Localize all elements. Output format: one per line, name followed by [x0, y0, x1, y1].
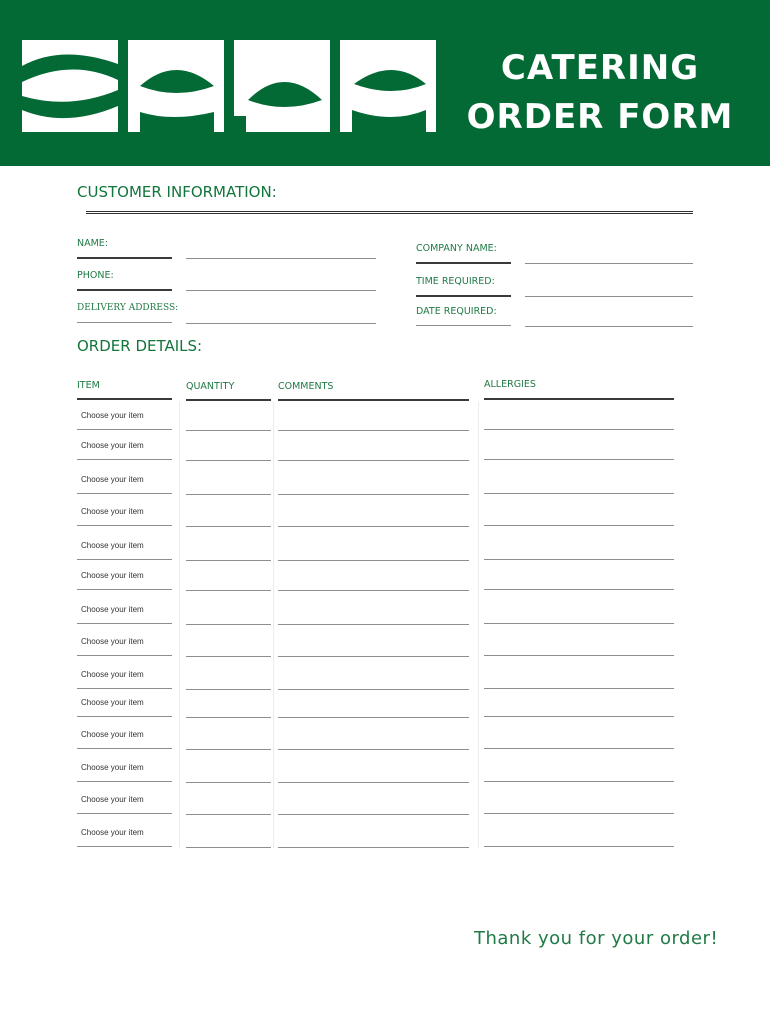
item-select[interactable]: Choose your item	[81, 730, 144, 739]
item-select[interactable]: Choose your item	[81, 795, 144, 804]
item-select[interactable]: Choose your item	[81, 828, 144, 837]
comments-field[interactable]	[278, 560, 469, 561]
item-underline	[77, 813, 172, 814]
column-allergies: ALLERGIES	[484, 379, 536, 390]
column-item: ITEM	[77, 380, 100, 391]
item-select[interactable]: Choose your item	[81, 507, 144, 516]
quantity-field[interactable]	[186, 814, 271, 815]
allergies-field[interactable]	[484, 781, 674, 782]
item-underline	[77, 559, 172, 560]
allergies-field[interactable]	[484, 623, 674, 624]
address-label-underline	[77, 322, 172, 323]
item-underline	[77, 429, 172, 430]
item-underline	[77, 655, 172, 656]
comments-field[interactable]	[278, 749, 469, 750]
form-title	[440, 44, 760, 142]
delivery-address-field[interactable]	[186, 323, 376, 324]
quantity-field[interactable]	[186, 430, 271, 431]
time-required-label: TIME REQUIRED:	[416, 276, 495, 287]
item-underline	[77, 781, 172, 782]
comments-field[interactable]	[278, 460, 469, 461]
quantity-field[interactable]	[186, 782, 271, 783]
comments-field[interactable]	[278, 717, 469, 718]
delivery-address-label: DELIVERY ADDRESS:	[77, 303, 179, 313]
quantity-field[interactable]	[186, 689, 271, 690]
allergies-field[interactable]	[484, 429, 674, 430]
quantity-field[interactable]	[186, 847, 271, 848]
comments-field[interactable]	[278, 847, 469, 848]
date-label-underline	[416, 325, 511, 326]
item-underline	[77, 748, 172, 749]
customer-heading-rule	[86, 211, 693, 214]
item-underline	[77, 688, 172, 689]
date-required-label: DATE REQUIRED:	[416, 306, 497, 317]
item-select[interactable]: Choose your item	[81, 541, 144, 550]
comments-field[interactable]	[278, 624, 469, 625]
quantity-field[interactable]	[186, 656, 271, 657]
column-separator	[273, 402, 274, 848]
item-select[interactable]: Choose your item	[81, 571, 144, 580]
item-underline	[77, 493, 172, 494]
item-select[interactable]: Choose your item	[81, 698, 144, 707]
time-required-field[interactable]	[525, 296, 693, 297]
allergies-field[interactable]	[484, 846, 674, 847]
title-line-1: CATERING	[500, 48, 700, 88]
comments-field[interactable]	[278, 494, 469, 495]
item-select[interactable]: Choose your item	[81, 637, 144, 646]
quantity-field[interactable]	[186, 749, 271, 750]
comments-header-rule	[278, 399, 469, 401]
company-name-field[interactable]	[525, 263, 693, 264]
company-name-label: COMPANY NAME:	[416, 243, 497, 254]
allergies-field[interactable]	[484, 748, 674, 749]
item-select[interactable]: Choose your item	[81, 670, 144, 679]
allergies-field[interactable]	[484, 655, 674, 656]
allergies-field[interactable]	[484, 493, 674, 494]
title-line-2: ORDER FORM	[466, 97, 734, 137]
item-select[interactable]: Choose your item	[81, 411, 144, 420]
allergies-field[interactable]	[484, 688, 674, 689]
allergies-field[interactable]	[484, 459, 674, 460]
item-underline	[77, 525, 172, 526]
company-label-underline	[416, 262, 511, 264]
allergies-field[interactable]	[484, 589, 674, 590]
customer-info-heading: CUSTOMER INFORMATION:	[77, 183, 277, 201]
comments-field[interactable]	[278, 782, 469, 783]
allergies-field[interactable]	[484, 525, 674, 526]
quantity-header-rule	[186, 399, 271, 401]
date-required-field[interactable]	[525, 326, 693, 327]
item-select[interactable]: Choose your item	[81, 763, 144, 772]
comments-field[interactable]	[278, 814, 469, 815]
phone-label-underline	[77, 289, 172, 291]
name-field[interactable]	[186, 258, 376, 259]
quantity-field[interactable]	[186, 526, 271, 527]
column-separator	[478, 402, 479, 848]
item-underline	[77, 716, 172, 717]
order-details-heading: ORDER DETAILS:	[77, 337, 203, 355]
brand-logo	[22, 40, 436, 132]
quantity-field[interactable]	[186, 460, 271, 461]
header-banner	[0, 0, 770, 166]
item-select[interactable]: Choose your item	[81, 605, 144, 614]
phone-field[interactable]	[186, 290, 376, 291]
allergies-field[interactable]	[484, 813, 674, 814]
item-underline	[77, 623, 172, 624]
item-select[interactable]: Choose your item	[81, 441, 144, 450]
item-header-rule	[77, 398, 172, 400]
name-label: NAME:	[77, 238, 109, 249]
allergies-header-rule	[484, 398, 674, 400]
time-label-underline	[416, 295, 511, 297]
item-underline	[77, 846, 172, 847]
comments-field[interactable]	[278, 656, 469, 657]
quantity-field[interactable]	[186, 494, 271, 495]
phone-label: PHONE:	[77, 270, 114, 281]
comments-field[interactable]	[278, 526, 469, 527]
item-underline	[77, 589, 172, 590]
comments-field[interactable]	[278, 689, 469, 690]
thank-you-message: Thank you for your order!	[474, 928, 719, 949]
comments-field[interactable]	[278, 590, 469, 591]
quantity-field[interactable]	[186, 624, 271, 625]
name-label-underline	[77, 257, 172, 259]
quantity-field[interactable]	[186, 590, 271, 591]
quantity-field[interactable]	[186, 717, 271, 718]
comments-field[interactable]	[278, 430, 469, 431]
allergies-field[interactable]	[484, 716, 674, 717]
allergies-field[interactable]	[484, 559, 674, 560]
quantity-field[interactable]	[186, 560, 271, 561]
column-quantity: QUANTITY	[186, 381, 235, 392]
item-select[interactable]: Choose your item	[81, 475, 144, 484]
column-separator	[179, 402, 180, 848]
item-underline	[77, 459, 172, 460]
column-comments: COMMENTS	[278, 381, 334, 392]
